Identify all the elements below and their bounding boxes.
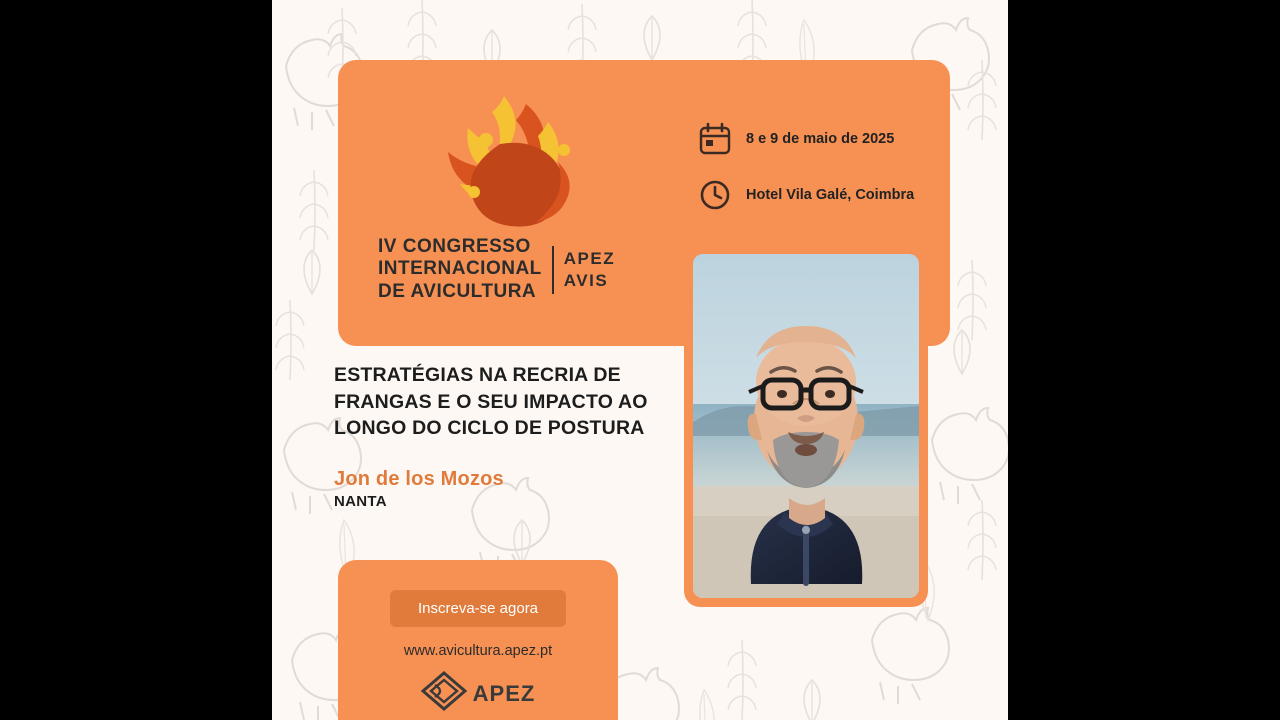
talk-title: ESTRATÉGIAS NA RECRIA DE FRANGAS E O SEU IMPACTO AO LONGO DO CICLO DE POSTURA — [334, 364, 648, 440]
event-meta — [698, 122, 914, 234]
website-url[interactable]: www.avicultura.apez.pt — [403, 643, 553, 659]
flame-feather-icon — [408, 88, 608, 228]
logo-side-line-2: AVIS — [563, 270, 609, 290]
logo-title-line-2: INTERNACIONAL — [378, 258, 542, 280]
event-venue: Hotel Vila Galé, Coimbra — [746, 187, 915, 203]
talk-block — [334, 362, 664, 510]
register-button[interactable]: Inscreva-se agora — [390, 590, 566, 627]
apez-mark-icon — [421, 671, 467, 716]
congress-logo — [378, 88, 638, 328]
meta-row-venue — [698, 178, 914, 212]
logo-divider — [552, 246, 554, 294]
speaker-photo — [693, 254, 919, 598]
logo-title-line-3: DE AVICULTURA — [378, 280, 537, 302]
apez-logo-text: APEZ — [472, 680, 536, 706]
calendar-icon — [698, 122, 732, 156]
logo-side-line-1: APEZ — [563, 248, 616, 268]
speaker-organization: NANTA — [334, 492, 387, 510]
event-date: 8 e 9 de maio de 2025 — [746, 131, 895, 147]
cta-card — [338, 560, 618, 720]
apez-logo — [338, 671, 618, 716]
clock-icon — [698, 178, 732, 212]
meta-row-date — [698, 122, 914, 156]
poster-canvas — [272, 0, 1008, 720]
speaker-name: Jon de los Mozos — [334, 467, 504, 490]
letterbox-left — [0, 0, 272, 720]
logo-title-line-1: IV CONGRESSO — [378, 236, 531, 257]
letterbox-right — [1008, 0, 1280, 720]
speaker-portrait-frame — [684, 245, 928, 607]
